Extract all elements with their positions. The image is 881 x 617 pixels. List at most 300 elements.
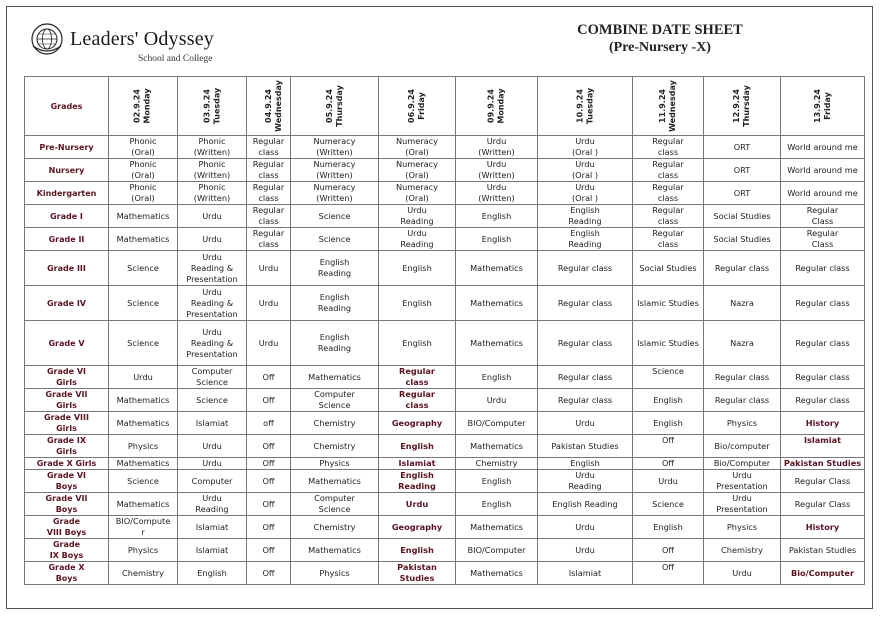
cell-text-line: English Reading	[552, 498, 618, 509]
cell-text-line: Computer	[191, 475, 233, 486]
subject-cell	[291, 159, 379, 182]
subject-cell	[109, 205, 178, 228]
subject-cell	[379, 205, 456, 228]
subject-cell	[456, 286, 538, 321]
cell-text-line: class	[405, 400, 429, 410]
cell-text-line: Mathematics	[308, 371, 361, 382]
subject-cell	[247, 458, 291, 470]
subject-cell	[704, 182, 781, 205]
cell-text-line: Mathematics	[116, 394, 170, 405]
cell-text-line: Numeracy	[313, 182, 356, 192]
date-column-header	[109, 77, 178, 136]
day-value: Thursday	[742, 85, 751, 127]
subject-cell	[538, 458, 633, 470]
subject-cell	[704, 286, 781, 321]
subject-cell	[781, 136, 865, 159]
subject-cell	[247, 470, 291, 493]
subject-cell	[291, 205, 379, 228]
cell-text-line: Chemistry	[721, 544, 763, 555]
cell-text-line: Presentation	[716, 481, 768, 491]
cell-text-line: Mathematics	[470, 521, 523, 532]
subject-cell	[633, 458, 704, 470]
cell-text-line: class	[258, 147, 279, 157]
subject-cell	[704, 435, 781, 458]
subject-cell	[178, 435, 247, 458]
cell-text-line: Physics	[127, 440, 159, 451]
cell-text-line: Regular	[252, 159, 285, 169]
cell-text-line: World around me	[787, 164, 858, 175]
cell-text-line: Regular class	[557, 262, 613, 273]
subject-cell	[704, 136, 781, 159]
cell-text-line: (Written)	[316, 170, 353, 180]
subject-cell	[291, 182, 379, 205]
cell-text-line: Mathematics	[308, 475, 361, 486]
subject-cell	[704, 470, 781, 493]
subject-cell	[781, 493, 865, 516]
cell-text-line: Reading	[317, 268, 352, 278]
subject-cell	[633, 136, 704, 159]
cell-text-line: Pre-Nursery	[39, 142, 94, 152]
cell-text-line: off	[263, 417, 274, 428]
subject-cell	[456, 205, 538, 228]
cell-text-line: English	[570, 228, 600, 238]
subject-cell	[109, 389, 178, 412]
cell-text-line: (Oral)	[405, 147, 429, 157]
cell-text-line: Urdu	[202, 233, 222, 244]
cell-text-line: Off	[262, 371, 275, 382]
cell-text-line: (Written)	[193, 170, 231, 180]
cell-text-line: Pakistan Studies	[783, 458, 862, 468]
grade-cell	[25, 562, 109, 585]
cell-text-line: Regular	[806, 205, 839, 215]
cell-text-line: Urdu	[575, 470, 595, 480]
cell-text-line: ORT	[733, 187, 751, 198]
cell-text-line: History	[805, 521, 840, 532]
cell-text-line: Reading	[317, 303, 352, 313]
cell-text-line: English	[481, 233, 512, 244]
cell-text-line: English	[319, 257, 350, 267]
subject-cell	[247, 366, 291, 389]
subject-cell	[538, 251, 633, 286]
cell-text-line: Urdu	[133, 371, 153, 382]
subject-cell	[538, 562, 633, 585]
subject-cell	[704, 458, 781, 470]
table-row	[25, 182, 865, 205]
cell-text-line: Class	[811, 239, 834, 249]
cell-text-line: Regular	[252, 136, 285, 146]
cell-text-line: Urdu	[202, 286, 222, 297]
table-row	[25, 493, 865, 516]
cell-text-line: English	[481, 371, 512, 382]
subject-cell	[178, 251, 247, 286]
cell-text-line: Reading	[568, 481, 602, 491]
subject-cell	[247, 412, 291, 435]
cell-text-line: Urdu	[732, 470, 752, 480]
subject-cell	[633, 205, 704, 228]
subject-cell	[456, 228, 538, 251]
cell-text-line: English	[653, 394, 683, 405]
subject-cell	[456, 251, 538, 286]
cell-text-line: Grade	[52, 540, 81, 549]
subject-cell	[456, 470, 538, 493]
table-row	[25, 136, 865, 159]
cell-text-line: World around me	[787, 141, 858, 152]
date-sheet-table	[24, 76, 865, 585]
cell-text-line: Physics	[319, 567, 350, 578]
cell-text-line: Urdu	[575, 159, 595, 169]
cell-text-line: (Written)	[316, 193, 353, 203]
cell-text-line: Off	[262, 567, 275, 578]
cell-text-line: Regular class	[714, 371, 770, 382]
cell-text-line: Studies	[399, 573, 435, 583]
cell-text-line: Regular class	[714, 394, 770, 405]
cell-text-line: (Oral)	[131, 170, 155, 180]
cell-text-line: Computer	[191, 366, 233, 376]
day-value: Tuesday	[212, 87, 221, 125]
subject-cell	[379, 412, 456, 435]
subject-cell	[247, 228, 291, 251]
cell-text-line: class	[657, 147, 679, 157]
cell-text-line: Urdu	[575, 136, 595, 146]
cell-text-line: Numeracy	[395, 182, 439, 192]
cell-text-line: Grade	[52, 517, 81, 526]
subject-cell	[109, 251, 178, 286]
cell-text-line: Class	[811, 216, 834, 226]
subject-cell	[291, 136, 379, 159]
cell-text-line: Urdu	[258, 337, 279, 348]
date-value: 04.9.24	[263, 89, 273, 123]
cell-text-line: Grade IV	[46, 298, 86, 308]
cell-text-line: Regular	[252, 205, 285, 215]
subject-cell	[291, 366, 379, 389]
subject-cell	[291, 435, 379, 458]
cell-text-line: Reading	[400, 239, 434, 249]
day-value: Monday	[143, 88, 152, 124]
cell-text-line: Phonic	[129, 136, 157, 146]
cell-text-line: Grade I	[50, 211, 83, 221]
cell-text-line: class	[258, 193, 279, 203]
cell-text-line: Chemistry	[475, 458, 518, 468]
cell-text-line: BIO/Computer	[467, 417, 526, 428]
cell-text-line: Social Studies	[713, 233, 771, 244]
subject-cell	[781, 539, 865, 562]
table-row	[25, 228, 865, 251]
cell-text-line: Grade VII	[45, 494, 88, 503]
school-name: Leaders' Odyssey	[70, 28, 214, 50]
cell-text-line: Pakistan	[397, 562, 437, 572]
cell-text-line: Science	[196, 394, 228, 405]
cell-text-line: Urdu	[202, 440, 222, 451]
cell-text-line: Mathematics	[116, 233, 170, 244]
subject-cell	[379, 493, 456, 516]
grade-cell	[25, 228, 109, 251]
subject-cell	[781, 182, 865, 205]
cell-text-line: Regular	[652, 159, 684, 169]
cell-text-line: English	[400, 440, 434, 451]
cell-text-line: Urdu	[575, 417, 595, 428]
subject-cell	[633, 286, 704, 321]
cell-text-line: Grade VI	[46, 367, 86, 376]
cell-text-line: Mathematics	[116, 210, 170, 221]
subject-cell	[109, 458, 178, 470]
cell-text-line: Science	[127, 337, 159, 348]
table-row	[25, 205, 865, 228]
subject-cell	[109, 159, 178, 182]
cell-text-line: Urdu	[407, 205, 427, 215]
subject-cell	[633, 389, 704, 412]
cell-text-line: Bio/Computer	[790, 567, 855, 578]
cell-text-line: English	[402, 297, 432, 308]
cell-text-line: Reading &	[190, 262, 234, 273]
cell-text-line: Physics	[726, 521, 758, 532]
cell-text-line: Urdu	[202, 458, 222, 468]
cell-text-line: Urdu	[732, 493, 752, 503]
cell-text-line: Regular class	[795, 371, 850, 382]
subject-cell	[704, 228, 781, 251]
date-label	[732, 85, 752, 127]
date-value: 11.9.24	[657, 89, 667, 123]
subject-cell	[109, 228, 178, 251]
cell-text-line: Regular class	[557, 337, 613, 348]
cell-text-line: Regular class	[795, 262, 850, 273]
cell-text-line: Grade II	[48, 234, 85, 244]
cell-text-line: Grade IX	[47, 436, 86, 445]
date-value: 12.9.24	[732, 89, 741, 123]
subject-cell	[109, 412, 178, 435]
cell-text-line: Urdu	[486, 136, 507, 146]
cell-text-line: Regular class	[795, 297, 850, 308]
cell-text-line: Chemistry	[313, 521, 356, 532]
subject-cell	[538, 412, 633, 435]
subject-cell	[291, 251, 379, 286]
cell-text-line: Regular class	[795, 337, 850, 348]
cell-text-line: Regular	[652, 182, 684, 192]
date-value: 02.9.24	[133, 89, 142, 123]
cell-text-line: class	[657, 193, 679, 203]
table-row	[25, 562, 865, 585]
grade-cell	[25, 251, 109, 286]
grade-cell	[25, 182, 109, 205]
subject-cell	[247, 562, 291, 585]
cell-text-line: Off	[262, 475, 275, 486]
cell-text-line: Urdu	[658, 475, 678, 486]
header-row	[25, 77, 865, 136]
grades-header: Grades	[25, 77, 109, 136]
cell-text-line: Computer	[314, 389, 355, 399]
cell-text-line: Grade VI	[46, 471, 86, 480]
subject-cell	[781, 516, 865, 539]
subject-cell	[633, 470, 704, 493]
cell-text-line: Urdu	[486, 394, 507, 405]
subject-cell	[633, 412, 704, 435]
subject-cell	[178, 205, 247, 228]
cell-text-line: class	[657, 239, 679, 249]
cell-text-line: Grade X Girls	[36, 459, 97, 468]
cell-text-line: Physics	[127, 544, 159, 555]
day-value: Tuesday	[585, 87, 594, 125]
date-value: 06.9.24	[406, 89, 416, 123]
cell-text-line: (Oral )	[571, 147, 599, 157]
subject-cell	[633, 516, 704, 539]
subject-cell	[178, 321, 247, 366]
cell-text-line: Phonic	[198, 159, 226, 169]
cell-text-line: Off	[262, 458, 275, 468]
grade-cell	[25, 539, 109, 562]
cell-text-line: Numeracy	[313, 136, 356, 146]
subject-cell	[704, 389, 781, 412]
subject-cell	[781, 286, 865, 321]
subject-cell	[538, 366, 633, 389]
subject-cell	[704, 321, 781, 366]
cell-text-line: Off	[262, 544, 275, 555]
cell-text-line: Reading	[568, 216, 602, 226]
cell-text-line: Reading &	[190, 337, 234, 348]
subject-cell	[291, 321, 379, 366]
subject-cell	[291, 228, 379, 251]
subject-cell	[538, 159, 633, 182]
subject-cell	[781, 562, 865, 585]
cell-text-line: Regular	[652, 205, 684, 215]
subject-cell	[178, 470, 247, 493]
subject-cell	[379, 251, 456, 286]
cell-text-line: Presentation	[716, 504, 768, 514]
subject-cell	[456, 136, 538, 159]
subject-cell	[456, 389, 538, 412]
cell-text-line: (Oral )	[571, 193, 599, 203]
page-subtitle: (Pre-Nursery -X)	[609, 40, 711, 55]
subject-cell	[379, 435, 456, 458]
subject-cell	[456, 435, 538, 458]
cell-text-line: English	[402, 337, 432, 348]
cell-text-line: Science	[127, 475, 159, 486]
grade-cell	[25, 321, 109, 366]
cell-text-line: Computer	[314, 493, 355, 503]
cell-text-line: (Oral)	[405, 193, 429, 203]
subject-cell	[781, 470, 865, 493]
date-value: 03.9.24	[202, 89, 211, 123]
subject-cell	[178, 458, 247, 470]
cell-text-line: Presentation	[186, 348, 238, 359]
cell-text-line: Numeracy	[395, 136, 439, 146]
subject-cell	[379, 458, 456, 470]
cell-text-line: (Oral)	[131, 193, 155, 203]
cell-text-line: Urdu	[486, 182, 507, 192]
subject-cell	[633, 435, 704, 458]
cell-text-line: ORT	[733, 164, 751, 175]
subject-cell	[456, 321, 538, 366]
cell-text-line: Nazra	[730, 337, 754, 348]
cell-text-line: Bio/computer	[714, 440, 770, 451]
cell-text-line: Off	[661, 435, 675, 445]
subject-cell	[178, 539, 247, 562]
subject-cell	[633, 321, 704, 366]
cell-text-line: Science	[318, 400, 351, 410]
day-value: Wednesday	[667, 80, 677, 132]
subject-cell	[633, 228, 704, 251]
cell-text-line: Mathematics	[116, 458, 170, 468]
cell-text-line: Science	[127, 262, 159, 273]
date-label	[407, 89, 427, 123]
cell-text-line: Mathematics	[470, 337, 523, 348]
cell-text-line: Grade III	[47, 263, 86, 273]
grade-cell	[25, 493, 109, 516]
subject-cell	[178, 389, 247, 412]
cell-text-line: Mathematics	[470, 567, 523, 578]
subject-cell	[456, 182, 538, 205]
subject-cell	[291, 286, 379, 321]
cell-text-line: Reading	[398, 481, 436, 491]
subject-cell	[379, 470, 456, 493]
cell-text-line: IX Boys	[49, 551, 84, 560]
day-value: Friday	[416, 92, 426, 120]
cell-text-line: English	[197, 567, 227, 578]
table-row	[25, 321, 865, 366]
cell-text-line: Islamic Studies	[637, 337, 699, 348]
subject-cell	[538, 516, 633, 539]
date-column-header	[291, 77, 379, 136]
cell-text-line: Science	[127, 297, 159, 308]
grade-cell	[25, 516, 109, 539]
cell-text-line: Islamic Studies	[637, 297, 699, 308]
subject-cell	[247, 539, 291, 562]
cell-text-line: class	[258, 170, 279, 180]
table-row	[25, 366, 865, 389]
cell-text-line: Islamiat	[195, 521, 229, 532]
cell-text-line: Off	[262, 394, 275, 405]
subject-cell	[633, 159, 704, 182]
cell-text-line: Islamiat	[195, 417, 229, 428]
date-label	[575, 88, 595, 125]
subject-cell	[178, 136, 247, 159]
table-row	[25, 251, 865, 286]
subject-cell	[178, 366, 247, 389]
cell-text-line: (Written)	[478, 147, 515, 157]
cell-text-line: Science	[318, 233, 351, 244]
subject-cell	[379, 182, 456, 205]
subject-cell	[781, 366, 865, 389]
subject-cell	[109, 470, 178, 493]
subject-cell	[291, 458, 379, 470]
date-value: 10.9.24	[575, 89, 584, 123]
cell-text-line: Urdu	[486, 159, 507, 169]
subject-cell	[109, 182, 178, 205]
table-row	[25, 286, 865, 321]
subject-cell	[247, 136, 291, 159]
cell-text-line: Urdu	[258, 262, 279, 273]
cell-text-line: Chemistry	[122, 567, 164, 578]
cell-text-line: (Oral)	[131, 147, 155, 157]
subject-cell	[178, 562, 247, 585]
cell-text-line: Regular class	[795, 394, 850, 405]
cell-text-line: Reading	[195, 504, 229, 514]
cell-text-line: (Written)	[478, 170, 515, 180]
subject-cell	[109, 136, 178, 159]
cell-text-line: Regular	[399, 389, 435, 399]
subject-cell	[704, 251, 781, 286]
subject-cell	[538, 228, 633, 251]
cell-text-line: Nazra	[730, 297, 754, 308]
subject-cell	[379, 539, 456, 562]
subject-cell	[704, 159, 781, 182]
cell-text-line: Kindergarten	[36, 188, 97, 198]
cell-text-line: Regular Class	[794, 475, 851, 486]
subject-cell	[291, 493, 379, 516]
cell-text-line: Off	[661, 562, 675, 572]
subject-cell	[247, 182, 291, 205]
cell-text-line: Urdu	[202, 210, 222, 221]
cell-text-line: History	[805, 417, 840, 428]
cell-text-line: Reading	[317, 343, 352, 353]
